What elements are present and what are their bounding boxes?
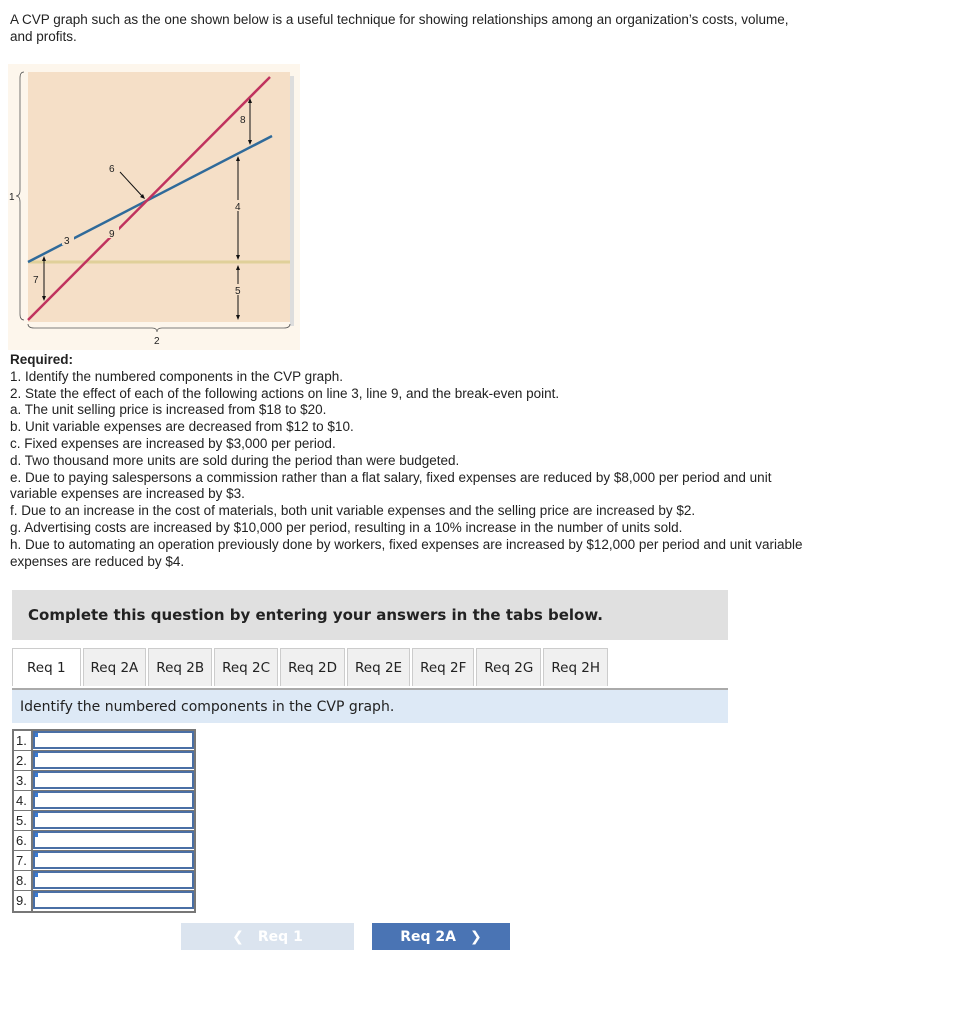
- graph-background: [28, 72, 290, 322]
- required-line: b. Unit variable expenses are decreased from $12 to $10.: [10, 419, 354, 435]
- intro-text: A CVP graph such as the one shown below is a useful technique for showing relationships among an organization’s costs, volume, and profits.: [10, 12, 789, 44]
- chevron-right-icon: ❯: [470, 928, 482, 945]
- tab-req-2d[interactable]: Req 2D: [280, 648, 345, 686]
- answer-row: [14, 771, 194, 791]
- tab-req-2a[interactable]: Req 2A: [83, 648, 147, 686]
- required-line: 2. State the effect of each of the following actions on line 3, line 9, and the break-even point.: [10, 385, 560, 401]
- tab-req-2b[interactable]: Req 2B: [148, 648, 212, 686]
- label-3: 3: [64, 236, 70, 247]
- required-line: c. Fixed expenses are increased by $3,000 per period.: [10, 435, 336, 451]
- required-line: h. Due to automating an operation previously done by workers, fixed expenses are increased by $12,000 per period and unit variable expenses are reduced by $4.: [10, 536, 803, 569]
- tab-bar: [12, 648, 728, 690]
- label-1: 1: [9, 192, 15, 203]
- next-button-label: Req 2A: [400, 928, 456, 945]
- bottom-brace: [28, 324, 290, 332]
- answer-row: [14, 851, 194, 871]
- answer-row: [14, 891, 194, 911]
- label-7: 7: [33, 275, 39, 286]
- answer-row: [14, 751, 194, 771]
- next-button[interactable]: [372, 923, 510, 950]
- answer-input-7[interactable]: [33, 851, 194, 869]
- answer-row: [14, 811, 194, 831]
- row-number: 5.: [14, 811, 33, 830]
- required-line: f. Due to an increase in the cost of materials, both unit variable expenses and the selling price are increased by $2.: [10, 503, 696, 519]
- answer-input-1[interactable]: [33, 731, 194, 749]
- answer-input-3[interactable]: [33, 771, 194, 789]
- label-6: 6: [109, 164, 115, 175]
- tab-req-1[interactable]: Req 1: [12, 648, 81, 686]
- answer-row: [14, 791, 194, 811]
- label-2: 2: [154, 336, 160, 347]
- instructions-banner: Complete this question by entering your answers in the tabs below.: [12, 590, 728, 640]
- row-number: 4.: [14, 791, 33, 810]
- row-number: 3.: [14, 771, 33, 790]
- chevron-left-icon: ❮: [232, 928, 244, 945]
- row-number: 8.: [14, 871, 33, 890]
- prev-button[interactable]: [181, 923, 354, 950]
- answer-input-5[interactable]: [33, 811, 194, 829]
- required-line: a. The unit selling price is increased from $18 to $20.: [10, 402, 327, 418]
- required-section: [10, 352, 810, 570]
- answer-input-6[interactable]: [33, 831, 194, 849]
- required-line: g. Advertising costs are increased by $10,000 per period, resulting in a 10% increase in the number of units sold.: [10, 519, 683, 535]
- label-5: 5: [235, 286, 241, 297]
- left-brace: [16, 72, 24, 320]
- row-number: 6.: [14, 831, 33, 850]
- answer-row: [14, 731, 194, 751]
- row-number: 2.: [14, 751, 33, 770]
- cvp-graph: [8, 64, 300, 350]
- tab-req-2g[interactable]: Req 2G: [476, 648, 541, 686]
- required-heading: Required:: [10, 352, 74, 367]
- required-line: e. Due to paying salespersons a commission rather than a flat salary, fixed expenses are reduced by $8,000 per period and unit variable expenses are increased by $3.: [10, 469, 772, 502]
- answer-table: [12, 729, 196, 913]
- answer-row: [14, 831, 194, 851]
- answer-input-8[interactable]: [33, 871, 194, 889]
- tab-instruction: Identify the numbered components in the CVP graph.: [12, 690, 728, 723]
- row-number: 9.: [14, 891, 33, 911]
- label-9: 9: [109, 229, 115, 240]
- answer-input-4[interactable]: [33, 791, 194, 809]
- answer-input-2[interactable]: [33, 751, 194, 769]
- row-number: 7.: [14, 851, 33, 870]
- row-number: 1.: [14, 731, 33, 750]
- answer-input-9[interactable]: [33, 891, 194, 909]
- tab-req-2h[interactable]: Req 2H: [543, 648, 608, 686]
- answer-row: [14, 871, 194, 891]
- required-line: d. Two thousand more units are sold during the period than were budgeted.: [10, 452, 460, 468]
- required-line: 1. Identify the numbered components in the CVP graph.: [10, 368, 343, 384]
- tab-req-2c[interactable]: Req 2C: [214, 648, 278, 686]
- label-8: 8: [240, 115, 246, 126]
- label-4: 4: [235, 202, 241, 213]
- tab-req-2e[interactable]: Req 2E: [347, 648, 410, 686]
- tab-req-2f[interactable]: Req 2F: [412, 648, 474, 686]
- prev-button-label: Req 1: [257, 928, 303, 945]
